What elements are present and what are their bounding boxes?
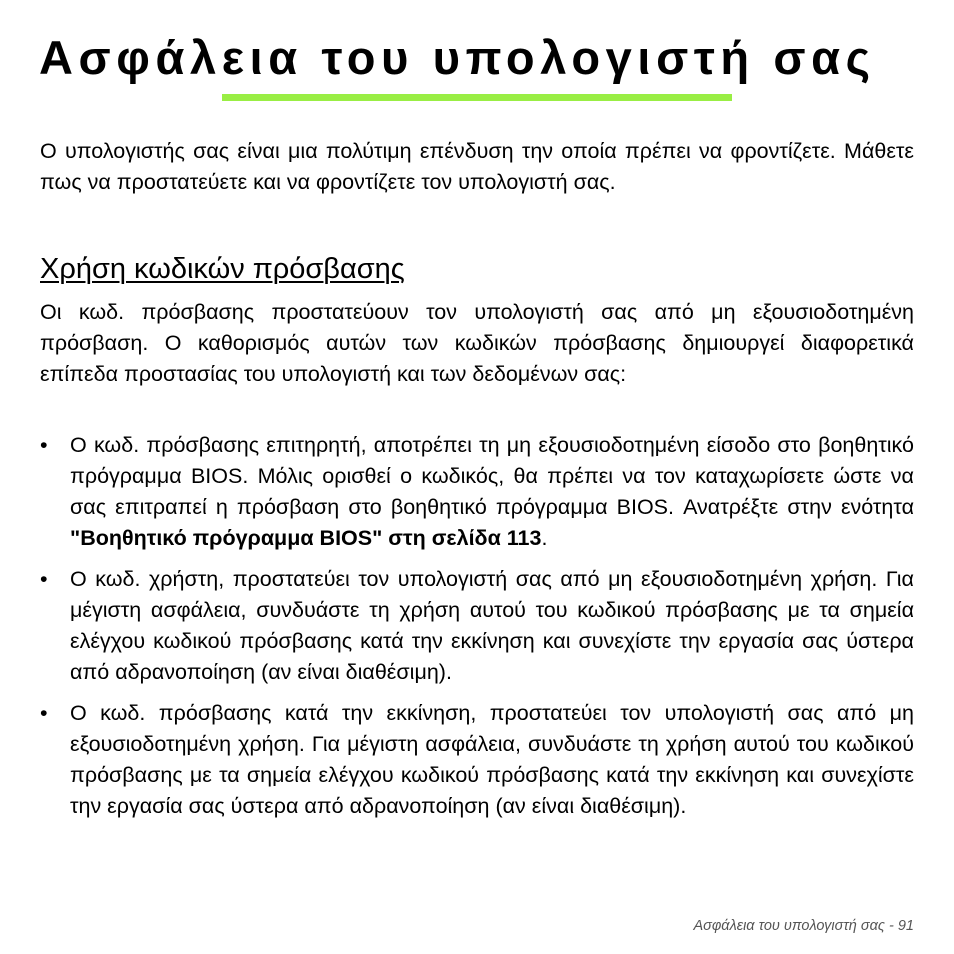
bios-page-reference-link[interactable]: "Βοηθητικό πρόγραμμα BIOS" στη σελίδα 113 <box>70 526 542 550</box>
password-types-list <box>40 430 914 832</box>
intro-paragraph: Ο υπολογιστής σας είναι μια πολύτιμη επένδυση την οποία πρέπει να φροντίζετε. Μάθετε πως να προστατεύετε και να φροντίζετε τον υπολογιστή σας. <box>40 139 914 194</box>
list-item-user-password <box>40 564 914 688</box>
bullet-icon: • <box>40 567 48 591</box>
title-underline-rule <box>222 94 732 101</box>
list-item-text: Ο κωδ. πρόσβασης κατά την εκκίνηση, προστατεύει τον υπολογιστή σας από μη εξουσιοδοτημένη χρήση. Για μέγιστη ασφάλεια, συνδυάστε τη χρήση αυτού του κωδικού πρόσβασης με τα σημεία ελέγχου κωδικού πρόσβασης κατά την εκκίνηση και συνεχίστε την εργασία σας ύστερα από αδρανοποίηση (αν είναι διαθέσιμη). <box>70 701 914 818</box>
footer-separator: - <box>884 918 898 934</box>
bullet-icon: • <box>40 433 48 457</box>
bullet-icon: • <box>40 701 48 725</box>
list-item-text-end: . <box>541 526 548 550</box>
page-footer <box>693 918 914 934</box>
footer-section-name: Ασφάλεια του υπολογιστή σας <box>693 918 885 934</box>
list-item-text: Ο κωδ. πρόσβασης επιτηρητή, αποτρέπει τη μη εξουσιοδοτημένη είσοδο στο βοηθητικό πρόγραμμα BIOS. Μόλις ορισθεί ο κωδικός, θα πρέπει να τον καταχωρίσετε ώστε να σας επιτραπεί η πρόσβαση στο βοηθητικό πρόγραμμα BIOS. Ανατρέξτε στην ενότητα <box>70 433 914 519</box>
list-item-text: Ο κωδ. χρήστη, προστατεύει τον υπολογιστή σας από μη εξουσιοδοτημένη χρήση. Για μέγιστη ασφάλεια, συνδυάστε τη χρήση αυτού του κωδικού πρόσβασης με τα σημεία ελέγχου κωδικού πρόσβασης κατά την εκκίνηση και συνεχίστε την εργασία σας ύστερα από αδρανοποίηση (αν είναι διαθέσιμη). <box>70 567 914 684</box>
list-item-supervisor-password <box>40 430 914 554</box>
footer-page-number: 91 <box>897 918 914 934</box>
section-heading-passwords: Χρήση κωδικών πρόσβασης <box>40 253 405 285</box>
section-lead-paragraph: Οι κωδ. πρόσβασης προστατεύουν τον υπολογιστή σας από μη εξουσιοδοτημένη πρόσβαση. Ο καθορισμός αυτών των κωδικών πρόσβασης δημιουργεί διαφορετικά επίπεδα προστασίας του υπολογιστή και των δεδομένων σας: <box>40 300 914 386</box>
page-title: Ασφάλεια του υπολογιστή σας <box>39 31 876 84</box>
list-item-boot-password <box>40 698 914 822</box>
